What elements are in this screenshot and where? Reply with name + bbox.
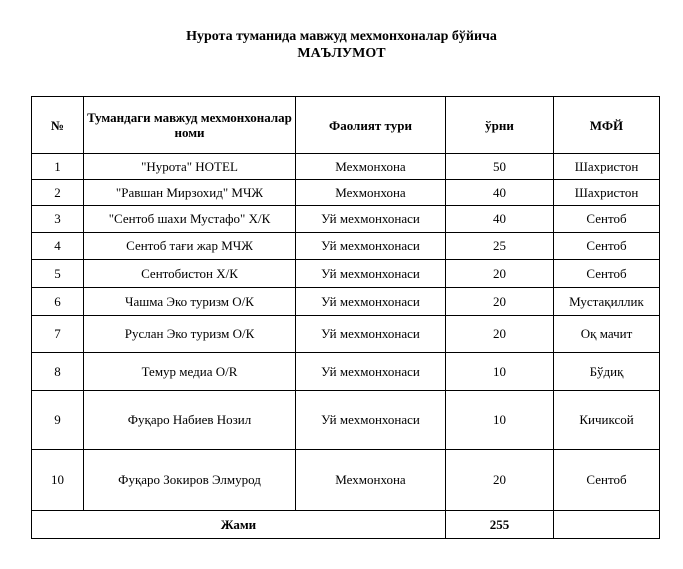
table-header-row — [32, 97, 660, 154]
row-number: 7 — [32, 316, 84, 353]
row-number: 6 — [32, 288, 84, 316]
hotel-name: Фуқаро Набиев Нозил — [84, 391, 296, 450]
table-row — [32, 154, 660, 180]
table-row — [32, 450, 660, 511]
capacity: 50 — [446, 154, 554, 180]
table-row — [32, 288, 660, 316]
hotel-name: "Сентоб шахи Мустафо" Х/К — [84, 206, 296, 233]
capacity: 40 — [446, 180, 554, 206]
activity-type: Уй мехмонхонаси — [296, 260, 446, 288]
mfy: Сентоб — [554, 233, 660, 260]
capacity: 20 — [446, 450, 554, 511]
table-row — [32, 353, 660, 391]
hotel-name: Руслан Эко туризм О/К — [84, 316, 296, 353]
total-value: 255 — [446, 511, 554, 539]
activity-type: Уй мехмонхонаси — [296, 391, 446, 450]
hotel-name: Сентобистон Х/К — [84, 260, 296, 288]
row-number: 2 — [32, 180, 84, 206]
activity-type: Уй мехмонхонаси — [296, 233, 446, 260]
hotels-table — [31, 96, 660, 539]
header-hotel-name: Тумандаги мавжуд мехмонхоналар номи — [84, 97, 296, 154]
hotel-name: Чашма Эко туризм О/К — [84, 288, 296, 316]
table-row — [32, 260, 660, 288]
mfy: Шахристон — [554, 180, 660, 206]
activity-type: Мехмонхона — [296, 450, 446, 511]
activity-type: Уй мехмонхонаси — [296, 206, 446, 233]
capacity: 40 — [446, 206, 554, 233]
header-number: № — [32, 97, 84, 154]
header-capacity: ўрни — [446, 97, 554, 154]
row-number: 3 — [32, 206, 84, 233]
hotel-name: Сентоб тағи жар МЧЖ — [84, 233, 296, 260]
hotel-name: "Равшан Мирзохид" МЧЖ — [84, 180, 296, 206]
activity-type: Мехмонхона — [296, 154, 446, 180]
mfy: Кичиксой — [554, 391, 660, 450]
row-number: 1 — [32, 154, 84, 180]
table-body — [32, 154, 660, 511]
total-row — [32, 511, 660, 539]
mfy: Шахристон — [554, 154, 660, 180]
mfy: Оқ мачит — [554, 316, 660, 353]
activity-type: Мехмонхона — [296, 180, 446, 206]
capacity: 10 — [446, 353, 554, 391]
hotel-name: Фуқаро Зокиров Элмурод — [84, 450, 296, 511]
mfy: Сентоб — [554, 260, 660, 288]
hotel-name: Темур медиа О/R — [84, 353, 296, 391]
row-number: 4 — [32, 233, 84, 260]
activity-type: Уй мехмонхонаси — [296, 288, 446, 316]
mfy: Мустақиллик — [554, 288, 660, 316]
activity-type: Уй мехмонхонаси — [296, 353, 446, 391]
capacity: 20 — [446, 260, 554, 288]
header-mfy: МФЙ — [554, 97, 660, 154]
document-title — [0, 28, 683, 62]
row-number: 5 — [32, 260, 84, 288]
title-line-1: Нурота туманида мавжуд мехмонхоналар бўйича — [186, 29, 497, 44]
capacity: 10 — [446, 391, 554, 450]
mfy: Бўдиқ — [554, 353, 660, 391]
row-number: 9 — [32, 391, 84, 450]
table-row — [32, 316, 660, 353]
capacity: 25 — [446, 233, 554, 260]
capacity: 20 — [446, 288, 554, 316]
capacity: 20 — [446, 316, 554, 353]
header-activity-type: Фаолият тури — [296, 97, 446, 154]
row-number: 8 — [32, 353, 84, 391]
activity-type: Уй мехмонхонаси — [296, 316, 446, 353]
total-label: Жами — [32, 511, 446, 539]
row-number: 10 — [32, 450, 84, 511]
table-row — [32, 233, 660, 260]
hotel-name: "Нурота" HOTEL — [84, 154, 296, 180]
total-empty-cell — [554, 511, 660, 539]
title-line-2: МАЪЛУМОТ — [297, 46, 386, 61]
mfy: Сентоб — [554, 450, 660, 511]
table-row — [32, 391, 660, 450]
table-row — [32, 206, 660, 233]
mfy: Сентоб — [554, 206, 660, 233]
table-row — [32, 180, 660, 206]
